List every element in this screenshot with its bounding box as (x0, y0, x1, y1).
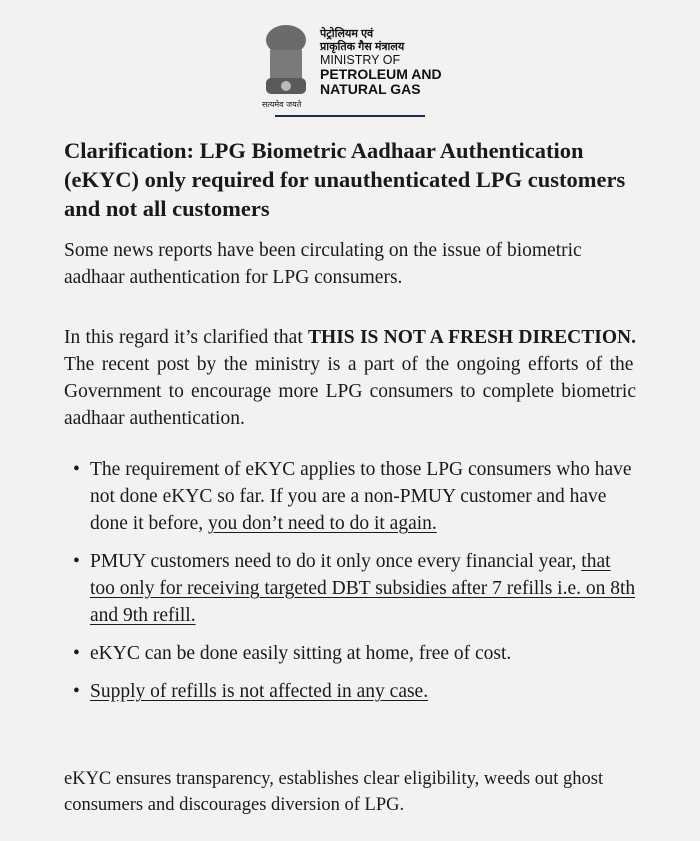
emblem-motto: सत्यमेव जयते (262, 100, 302, 109)
logo-hindi-line2: प्राकृतिक गैस मंत्रालय (320, 41, 405, 53)
bullet-underlined: you don’t need to do it again. (208, 513, 437, 534)
bullet-text: eKYC can be done easily sitting at home, free of cost. (90, 643, 512, 664)
list-item (70, 678, 640, 705)
logo-line3: MINISTRY OF (320, 53, 401, 67)
bullet-underlined: that too only for receiving targeted DBT subsidies after 7 refills i.e. on 8th and 9th refill. (90, 551, 636, 626)
list-item (70, 640, 640, 667)
para-suffix: The recent post by the ministry is a part of the ongoing efforts of the Government to encourage more LPG consumers to complete biometric aadhaar authentication. (64, 354, 636, 429)
para-bold: THIS IS NOT A FRESH DIRECTION. (308, 327, 636, 348)
bullet-text: The requirement of eKYC applies to those LPG consumers who have not done eKYC so far. If you are a non-PMUY customer and have done it before, (90, 459, 632, 534)
closing-paragraph: eKYC ensures transparency, establishes clear eligibility, weeds out ghost consumers and discourages diversion of LPG. (64, 769, 604, 815)
intro-paragraph: Some news reports have been circulating on the issue of biometric aadhaar authentication for LPG consumers. (64, 240, 582, 288)
para-prefix: In this regard it’s clarified that (64, 327, 309, 348)
ministry-logo (262, 22, 442, 117)
list-item (70, 548, 640, 629)
page-title: Clarification: LPG Biometric Aadhaar Authentication (eKYC) only required for unauthenticated LPG customers and not all customers (64, 138, 626, 221)
logo-line4: PETROLEUM AND (320, 66, 442, 82)
logo-line5: NATURAL GAS (320, 81, 421, 97)
national-emblem-icon (262, 22, 310, 107)
bullet-text: PMUY customers need to do it only once every financial year, (90, 551, 582, 572)
header-divider (275, 115, 425, 117)
clarification-paragraph (64, 324, 636, 432)
bullet-list (70, 456, 640, 716)
bullet-underlined: Supply of refills is not affected in any case. (90, 681, 429, 702)
list-item (70, 456, 640, 537)
logo-hindi-line1: पेट्रोलियम एवं (320, 28, 374, 40)
